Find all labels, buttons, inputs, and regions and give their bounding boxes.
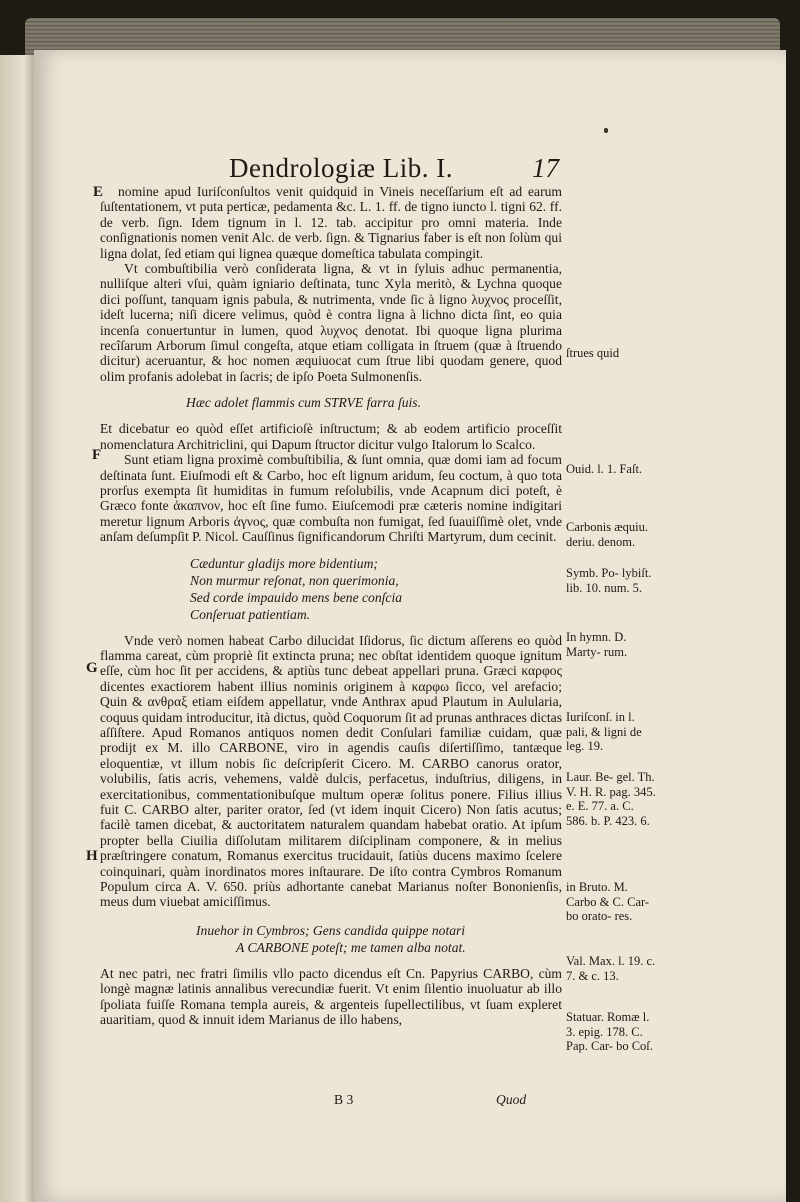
margin-letter-f: F [92,447,102,463]
running-head: Dendrologiæ Lib. I. [229,153,453,183]
paragraph-5: Vnde verò nomen habeat Carbo dilucidat Iſidorus, ſic dictum aſſerens eo quòd flamma careat, cùm propriè ſit extincta pruna; nec obſtat identidem quoque ignitum eſſe, cùm hoc ſit per accidens, & aptiùs tunc debeat appellari pruna. Græci καρφος dicentes exactiorem habent illius nominis originem à καρφω ſicco, vel arefacio; Quin & ανθραξ etiam eiſdem appellatur, vnde Anthrax apud Plautum in Aulularia, coquus quidam introducitur, ità dictus, quòd Coquorum ſit ad prunas anthraces dictas aſſiſtere. Apud Romanos antiquos nomen dedit Conſulari familiæ cuidam, quæ prodijt ex M. illo CARBONE, viro in agendis cauſis diſertiſſimo, tantæque eloquentiæ, vt illum nobis ſic deſcripſerit Cicero. M. CARBO canorus orator, volubilis, ſatis acris, vehemens, valdè dulcis, perfacetus, induſtrius, diligens, in exercitationibus, commentationibuſque multum operæ ſolitus ponere. Filius illius fuit C. CARBO alter, pariter orator, ſed (vt idem inquit Cicero) Non ſatis acutus; facilè tamen dicebat, & auctoritatem naturalem quandam habebat oratio. At ipſum propter bella Ciuilia diſſolutam militarem diſciplinam componere, & in melius præſtringere conatum, Romanus exercitus trucidauit, ſatiùs ducens maximo ſcelere coinquinari, quàm inordinatos mores inſtaurare. De iſto contra Cymbros Romanum Populum circa A. V. 650. priùs adhortante canebat Marianus noſter Bononienſis, meus dum viuebat amiciſſimus. [100,632,562,910]
verse-line: Inuehor in Cymbros; Gens candida quippe notari [196,922,466,938]
verse-marianus [196,922,562,956]
side-note: Carbonis æquiu. deriu. denom. [566,520,648,549]
verse-line: Sed corde impauido mens bene conſcia [190,589,403,605]
verse-line: Cæduntur gladijs more bidentium; [190,555,378,571]
paragraph-3: Et dicebatur eo quòd eſſet artificioſè inſtructum; & ab eodem artificio proceſſit nomenclatura Architriclini, qui Dapum ſtructor dicitur vulgo Italorum lo Scalco. [100,421,562,452]
verse-line: Non murmur reſonat, non querimonia, [190,572,399,588]
facing-page-edge [0,55,34,1202]
verse-hymn [190,555,562,623]
side-note: Val. Max. l. 19. c. 7. & c. 13. [566,954,656,983]
side-note: Symb. Po- lybiſt. lib. 10. num. 5. [566,566,652,595]
side-note: Laur. Be- gel. Th. V. H. R. pag. 345. e. E. 77. a. C. 586. b. P. 423. 6. [566,770,656,828]
paragraph-2: Vt combuſtibilia verò conſiderata ligna, & vt in ſyluis adhuc permanentia, nulliſque alteri vſui, quàm igniario deſtinata, tunc Xyla meritò, & Lychna quoque dici poſſunt, tanquam ignis pabula, & nutrimenta, vnde ſic à ligno λυχνος proceſſit, ideſt lucerna; niſi dicere velimus, quòd è contra ligna à lichno dicta ſint, eo quia incenſa conuertuntur in lumen, quod λυχνος denotat. Ibi quoque ligna plurima recîſarum Arborum ſimul congeſta, atque etiam colligata in ſtruem (quæ à ſtruendo dicitur) aceruantur, & hoc nomen æquiuocat cum ſtrue libi quodam genere, quod olim profanis adolebat in ſacris; de ipſo Poeta Sulmonenſis. [100,261,562,384]
verse-ovid: Hæc adolet flammis cum STRVE farra ſuis. [186,395,421,411]
paragraph-4: Sunt etiam ligna proximè combuſtibilia, & ſunt omnia, quæ domi iam ad focum deſtinata ſunt. Eiuſmodi eſt & Carbo, hoc eſt lignum aridum, ſeu coctum, à quo tota prorſus exempta ſit humiditas in fumum reſolubilis, vnde Acapnum dici poteſt, è Græco fonte ἀκαπνον, hoc eſt ſine fumo. Eiuſcemodi præ cæteris nomine indigitari meretur lignum Arboris ἀγνος, quæ combuſta non fumigat, ſed ſuauiſſimè olet, vnde anſam deſumpſit P. Nicol. Cauſſinus ſignificandorum Chriſti Martyrum, dum cecinit. [100,452,562,545]
ink-spot [604,128,608,133]
paragraph-6: At nec patri, nec fratri ſimilis vllo pacto dicendus eſt Cn. Papyrius CARBO, cùm longè magnæ latinis annalibus verecundiæ fuerit. Vt enim ſilentio inuoluatur ab illo ſpoliata fuiſſe Romana templa aureis, & argenteis ſupellectilibus, vt ſuam expleret auaritiam, quod & innuit idem Marianus de illo habens, [100,965,562,1028]
side-note: in Bruto. M. Carbo & C. Car- bo orato- res. [566,880,650,924]
catchword: Quod [496,1092,527,1107]
side-note: ſtrues quid [566,346,620,360]
margin-letter-h: H [86,848,98,864]
paragraph-1: nomine apud Iuriſconſultos venit quidquid in Vineis neceſſarium eſt ad earum ſuſtentationem, vt puta perticæ, pedamenta &c. L. 1. ff. de tigno iuncto l. tigni 62. ff. de verb. ſign. Idem tignum in l. 12. tab. accipitur pro omni materia. Inde conſignationis nomen venit Alc. de verb. ſign. & Tignarius faber is eſt non ſolùm qui ligna dolat, ſed etiam qui lignea quæque domeſtica tabulata compingit. [100,184,562,261]
verse-line: A CARBONE poteſt; me tamen alba notat. [236,939,466,955]
main-text-block [100,184,562,1027]
side-note: Iuriſconſ. in l. pali, & ligni de leg. 19. [566,710,642,754]
side-note: Ouid. l. 1. Faſt. [566,462,643,476]
side-note: Statuar. Romæ l. 3. epig. 178. C. Pap. Car- bo Coſ. [566,1010,653,1054]
side-note: In hymn. D. Marty- rum. [566,630,628,659]
margin-letter-g: G [86,660,98,676]
verse-line: Conſeruat patientiam. [190,606,311,622]
book-page [34,50,786,1202]
margin-letter-e: E [93,184,104,200]
page-number: 17 [532,153,559,183]
signature-mark: B 3 [334,1092,354,1107]
